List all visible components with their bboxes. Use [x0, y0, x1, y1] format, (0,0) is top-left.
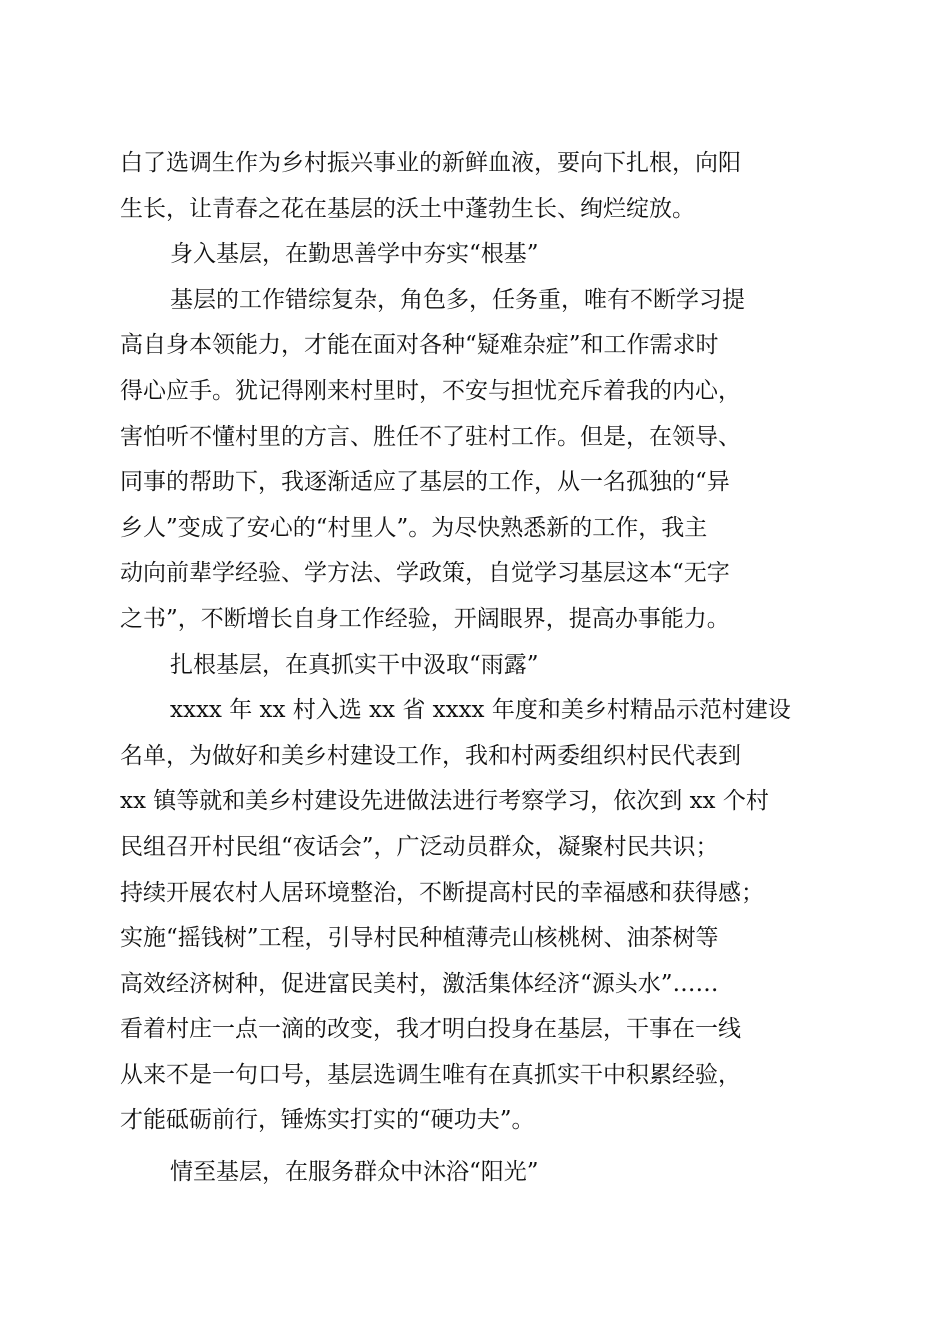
text-line: 名单，为做好和美乡村建设工作，我和村两委组织村民代表到	[120, 742, 741, 769]
text-line: 民组召开村民组“夜话会”，广泛动员群众，凝聚村民共识；	[120, 833, 719, 860]
text-line: 同事的帮助下，我逐渐适应了基层的工作，从一名孤独的“异	[120, 469, 730, 496]
paragraph-learning	[120, 278, 830, 643]
text-line: 才能砥砺前行，锤炼实打实的“硬功夫”。	[120, 1107, 535, 1134]
document-body	[120, 141, 830, 1196]
text-line: 持续开展农村人居环境整治，不断提高村民的幸福感和获得感；	[120, 879, 764, 906]
text-line: 生长，让青春之花在基层的沃土中蓬勃生长、绚烂绽放。	[120, 195, 695, 222]
text-line: 基层的工作错综复杂，角色多，任务重，唯有不断学习提	[170, 286, 745, 313]
text-line: xxxx 年 xx 村入选 xx 省 xxxx 年度和美乡村精品示范村建设	[170, 697, 791, 724]
text-line: 从来不是一句口号，基层选调生唯有在真抓实干中积累经验，	[120, 1061, 741, 1088]
text-line: xx 镇等就和美乡村建设先进做法进行考察学习，依次到 xx 个村	[120, 788, 769, 815]
text-line: 高自身本领能力，才能在面对各种“疑难杂症”和工作需求时	[120, 332, 719, 359]
text-line: 高效经济树种，促进富民美村，激活集体经济“源头水”……	[120, 970, 719, 997]
section-heading-sunshine: 情至基层，在服务群众中沐浴“阳光”	[170, 1159, 539, 1186]
text-line: 动向前辈学经验、学方法、学政策，自觉学习基层这本“无字	[120, 560, 730, 587]
text-line: 乡人”变成了安心的“村里人”。为尽快熟悉新的工作，我主	[120, 514, 708, 541]
text-line: 得心应手。犹记得刚来村里时，不安与担忧充斥着我的内心，	[120, 377, 741, 404]
text-line: 害怕听不懂村里的方言、胜任不了驻村工作。但是，在领导、	[120, 423, 741, 450]
text-line: 看着村庄一点一滴的改变，我才明白投身在基层，干事在一线	[120, 1016, 741, 1043]
text-line: 白了选调生作为乡村振兴事业的新鲜血液，要向下扎根，向阳	[120, 150, 741, 176]
text-line: 之书”，不断增长自身工作经验，开阔眼界，提高办事能力。	[120, 605, 730, 632]
section-heading-rooted-foundation: 身入基层，在勤思善学中夯实“根基”	[170, 241, 539, 268]
paragraph-continued	[120, 141, 830, 232]
section-heading-rain-dew: 扎根基层，在真抓实干中汲取“雨露”	[170, 651, 539, 678]
text-line: 实施“摇钱树”工程，引导村民种植薄壳山核桃树、油茶树等	[120, 925, 719, 952]
paragraph-village-construction	[120, 688, 830, 1144]
